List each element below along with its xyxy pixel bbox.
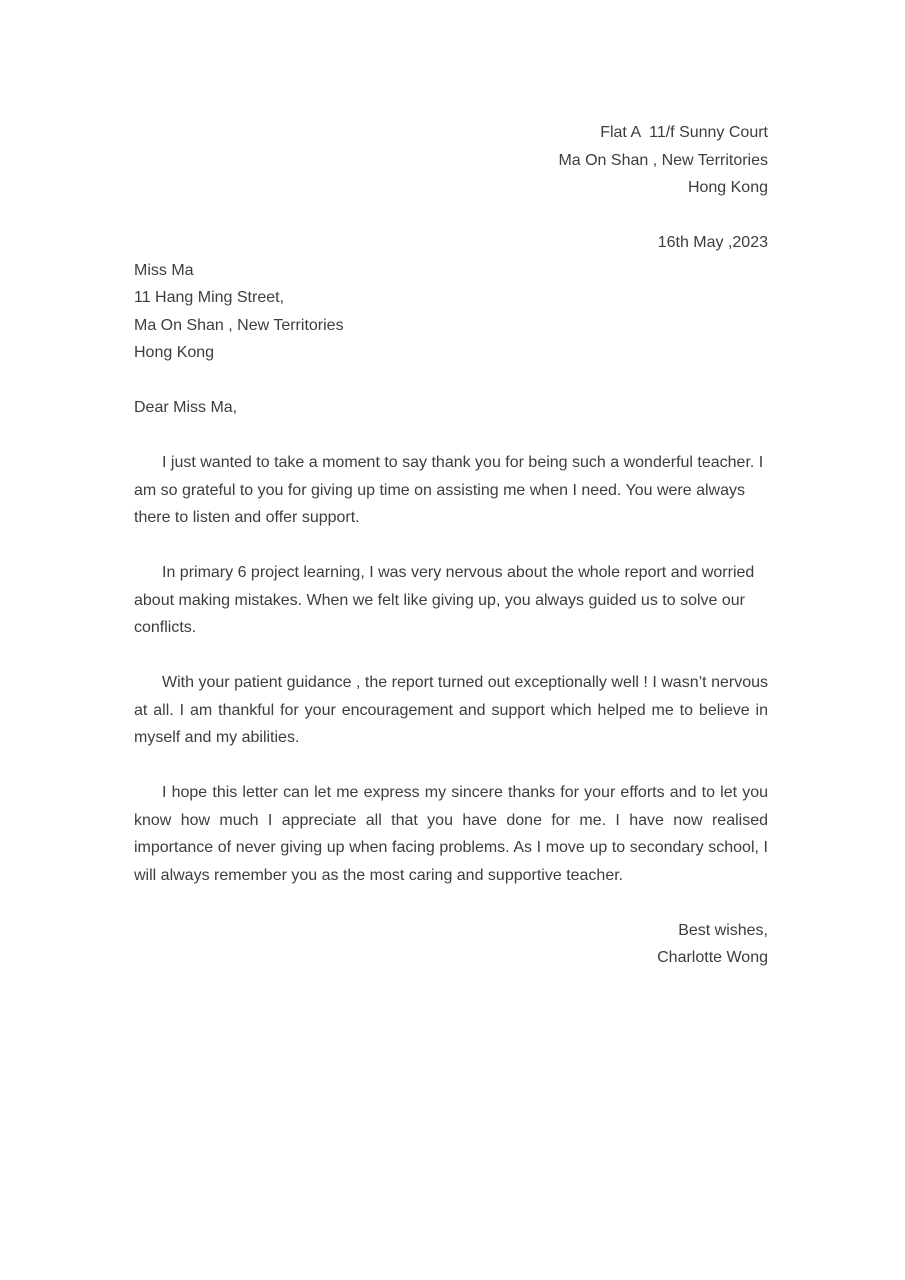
sender-address-line-2: Ma On Shan , New Territories [558,151,768,169]
sender-address [134,119,768,202]
body-paragraph-2: In primary 6 project learning, I was very nervous about the whole report and worried about making mistakes. When we felt like giving up, you always guided us to solve our conflicts. [134,564,755,636]
body-paragraph-4: I hope this letter can let me express my sincere thanks for your efforts and to let you know how much I appreciate all that you have done for me. I have now realised importance of never giving up when facing problems. As I move up to secondary school, I will always remember you as the most caring and supportive teacher. [134,784,768,884]
closing-block [134,917,768,972]
sender-address-line-3: Hong Kong [687,179,768,196]
recipient-name: Miss Ma [134,261,194,279]
sender-address-line-1: Flat A 11/f Sunny Court [600,124,768,141]
signature-name: Charlotte Wong [657,949,768,966]
recipient-address-line-2: Ma On Shan , New Territories [134,316,344,334]
closing-phrase: Best wishes, [678,921,768,939]
recipient-address-line-3: Hong Kong [134,344,215,361]
salutation: Dear Miss Ma, [134,399,238,416]
body-paragraph-3: With your patient guidance , the report turned out exceptionally well ! I wasn’t nervous at all. I am thankful for your encouragement and support which helped me to believe in myself and my abilities. [134,674,768,746]
letter-date: 16th May ,2023 [657,234,768,251]
body-paragraph-1: I just wanted to take a moment to say thank you for being such a wonderful teacher. I am so grateful to you for giving up time on assisting me when I need. You were always there to listen and offer support. [134,454,764,526]
recipient-address-line-1: 11 Hang Ming Street, [134,289,285,306]
recipient-address [134,257,768,367]
